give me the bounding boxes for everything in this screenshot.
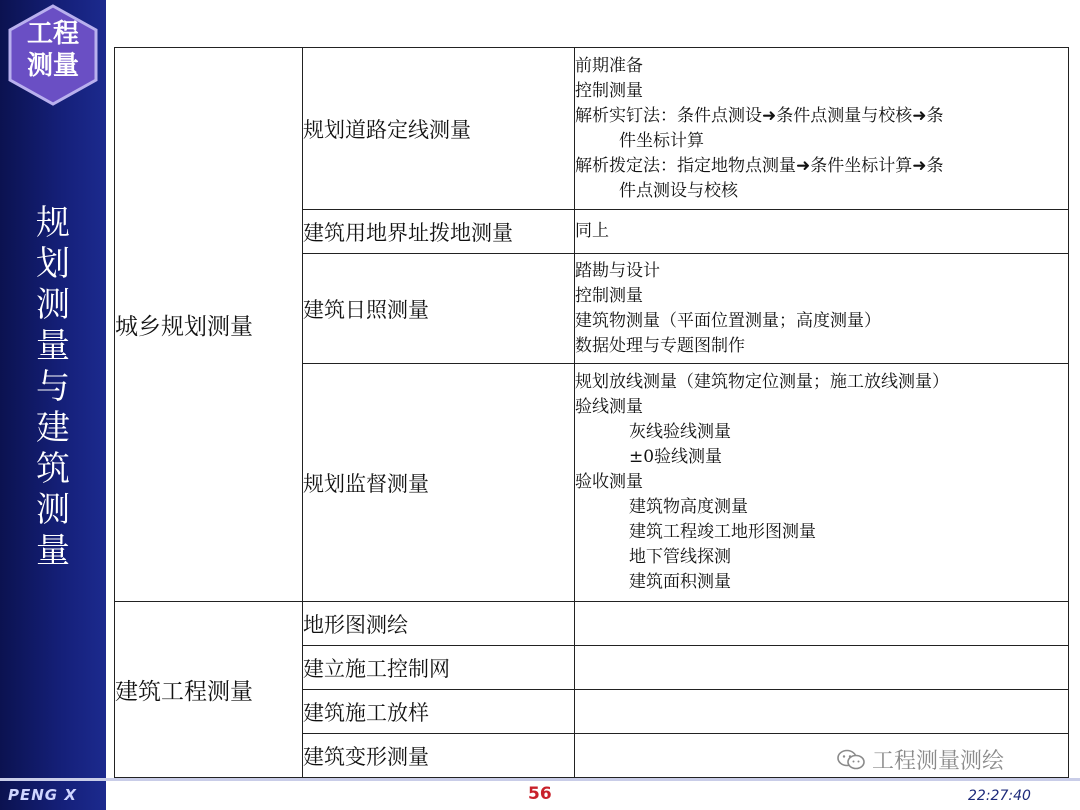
sidebar: [0, 0, 106, 810]
detail-line: 验线测量: [575, 397, 643, 417]
detail-line: 建筑工程竣工地形图测量: [629, 522, 816, 542]
detail-cell: [575, 602, 1069, 646]
survey-table: [114, 47, 1069, 778]
item-cell: 建筑变形测量: [303, 734, 575, 778]
title-char: 测: [36, 285, 70, 325]
detail-line: 建筑物高度测量: [629, 497, 748, 517]
detail-line: 验收测量: [575, 472, 643, 492]
title-char: 规: [36, 203, 70, 243]
footer-brand: PENG X: [8, 786, 77, 804]
vertical-slide-title: [0, 203, 106, 572]
title-char: 与: [36, 367, 70, 407]
category-cell: 城乡规划测量: [115, 48, 303, 602]
title-char: 划: [36, 244, 70, 284]
item-cell: 建立施工控制网: [303, 646, 575, 690]
detail-line: 建筑面积测量: [629, 572, 731, 592]
title-char: 筑: [36, 449, 70, 489]
badge-line-1: 工程: [26, 19, 79, 49]
item-cell: 规划道路定线测量: [303, 48, 575, 210]
detail-line: 前期准备: [575, 55, 643, 76]
page-number: 56: [528, 784, 552, 804]
detail-cell: [575, 254, 1069, 364]
badge-text: [6, 18, 100, 82]
table-row: [115, 602, 1069, 646]
detail-line: 解析实钉法：条件点测设➜条件点测量与校核➜条: [575, 105, 944, 126]
detail-line: 数据处理与专题图制作: [575, 335, 745, 356]
detail-cell: [575, 646, 1069, 690]
badge-line-2: 测量: [26, 51, 79, 81]
detail-cell: [575, 690, 1069, 734]
title-char: 建: [36, 408, 70, 448]
title-char: 量: [36, 326, 70, 366]
watermark: [836, 744, 1004, 775]
detail-line: 控制测量: [575, 285, 643, 306]
detail-line: 同上: [575, 221, 609, 241]
item-cell: 建筑日照测量: [303, 254, 575, 364]
detail-line: 件坐标计算: [619, 130, 704, 151]
detail-line: 控制测量: [575, 80, 643, 101]
watermark-text: 工程测量测绘: [872, 749, 1005, 774]
wechat-icon: [836, 748, 866, 772]
item-cell: 建筑用地界址拨地测量: [303, 210, 575, 254]
detail-line: 解析拨定法：指定地物点测量➜条件坐标计算➜条: [575, 155, 944, 176]
table-row: [115, 48, 1069, 210]
detail-line: 建筑物测量（平面位置测量；高度测量）: [575, 310, 881, 331]
detail-line: 规划放线测量（建筑物定位测量；施工放线测量）: [575, 372, 949, 392]
item-cell: 规划监督测量: [303, 364, 575, 602]
footer-divider: [0, 778, 1080, 781]
detail-line: 件点测设与校核: [619, 180, 738, 201]
detail-line: 地下管线探测: [629, 547, 731, 567]
title-char: 测: [36, 490, 70, 530]
detail-cell: [575, 48, 1069, 210]
detail-cell: [575, 364, 1069, 602]
footer-time: 22:27:40: [968, 788, 1031, 804]
detail-line: 踏勘与设计: [575, 260, 660, 281]
detail-cell: [575, 210, 1069, 254]
category-cell: 建筑工程测量: [115, 602, 303, 778]
detail-line: ±0验线测量: [629, 447, 723, 467]
title-char: 量: [36, 531, 70, 571]
item-cell: 地形图测绘: [303, 602, 575, 646]
detail-line: 灰线验线测量: [629, 422, 731, 442]
item-cell: 建筑施工放样: [303, 690, 575, 734]
